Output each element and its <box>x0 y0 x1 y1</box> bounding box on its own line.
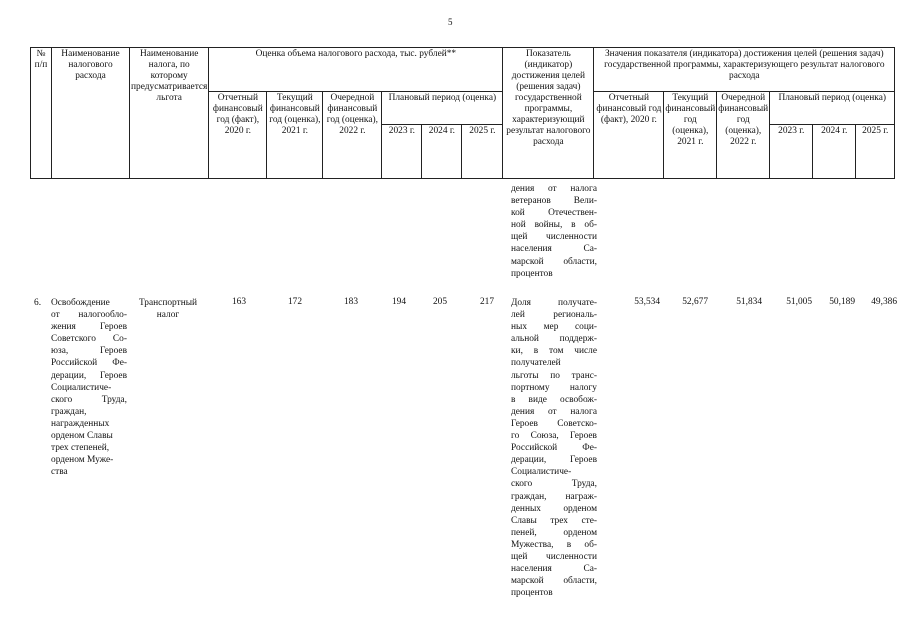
estimate-2025: 217 <box>479 297 494 307</box>
expense-name-line: граждан, <box>51 406 87 417</box>
header-values-year-2025: 2025 г. <box>856 125 895 179</box>
indicator-line: щей численности <box>511 551 597 562</box>
indicator-line: Социалистиче- <box>511 467 572 478</box>
indicator-line: ского Труда, <box>511 479 597 490</box>
indicator-line: в виде освобож- <box>511 394 597 405</box>
header-estimate-report: Отчетный финансовый год (факт), 2020 г. <box>209 92 267 179</box>
expense-name-line: трех степеней, <box>51 443 110 454</box>
expense-name-line: ства <box>51 467 68 478</box>
header-estimate-current: Текущий финансовый год (оценка), 2021 г. <box>267 92 323 179</box>
expense-name-line: дерации, Героев <box>51 370 127 381</box>
indicator-line: дения от налога <box>511 406 597 417</box>
continuation-line: марской области, <box>511 256 597 267</box>
value-2021: 52,677 <box>682 297 708 307</box>
indicator-line: населения Са- <box>511 564 597 575</box>
indicator-line: Славы трех сте- <box>511 515 597 526</box>
expense-name-line: Освобождение <box>51 298 110 308</box>
indicator-line: ки, в том числе <box>511 346 597 357</box>
header-values-plan: Плановый период (оценка) <box>770 92 895 125</box>
header-indicator: Показатель (индикатор) достижения целей (решения задач) государственной программы, характеризующий результат налогового расхода <box>503 48 594 179</box>
header-estimate-year-2025: 2025 г. <box>462 125 503 179</box>
header-estimate-plan: Плановый период (оценка) <box>382 92 503 125</box>
indicator-line: получателей <box>511 358 561 369</box>
expense-name-line: ского Труда, <box>51 394 127 405</box>
expense-name-line: от налогообло- <box>51 310 127 321</box>
indicator-line: денных орденом <box>511 503 597 514</box>
estimate-2022: 183 <box>343 297 358 307</box>
header-no: № п/п <box>31 48 52 179</box>
value-2020: 53,534 <box>634 297 660 307</box>
estimate-2021: 172 <box>287 297 302 307</box>
header-values-year-2023: 2023 г. <box>770 125 813 179</box>
page-number: 5 <box>448 17 453 27</box>
continuation-line: щей численности <box>511 232 597 243</box>
indicator-line: процентов <box>511 588 553 599</box>
expense-name-line: орденом Славы <box>51 431 113 442</box>
indicator-line: льготы по транс- <box>511 370 597 381</box>
indicator-line: пеней, орденом <box>511 527 597 538</box>
expense-name-line: Социалистиче- <box>51 382 112 393</box>
row-expense-name <box>51 297 127 478</box>
expense-name-line: жения Героев <box>51 322 127 333</box>
indicator-line: альной поддерж- <box>511 334 597 345</box>
header-values-current: Текущий финансовый год (оценка), 2021 г. <box>664 92 717 179</box>
header-values-next: Очередной финансовый год (оценка), 2022 г. <box>717 92 770 179</box>
indicator-line: дерации, Героев <box>511 455 597 466</box>
value-2024: 50,189 <box>829 297 855 307</box>
continuation-line: процентов <box>511 268 553 279</box>
indicator-line: го Союза, Героев <box>511 431 597 442</box>
estimate-2020: 163 <box>231 297 246 307</box>
expense-name-line: Российской Фе- <box>51 358 127 369</box>
row-tax-name: Транспортный налог <box>138 298 198 321</box>
value-2025: 49,386 <box>871 297 897 307</box>
row-indicator-text <box>511 297 597 599</box>
header-tax-name: Наименование налога, по которому предусматривается льгота <box>130 48 209 179</box>
row-number: 6. <box>34 298 42 308</box>
indicator-line: Героев Советско- <box>511 418 597 429</box>
continuation-line: населения Са- <box>511 244 597 255</box>
estimate-2023: 194 <box>391 297 406 307</box>
expense-name-line: награжденных <box>51 418 110 429</box>
table-header <box>30 47 895 179</box>
continuation-indicator-text <box>511 183 597 280</box>
continuation-line: дения от налога <box>511 184 597 194</box>
expense-name-line: юза, Героев <box>51 346 127 357</box>
indicator-line: марской области, <box>511 576 597 587</box>
header-values-year-2024: 2024 г. <box>813 125 856 179</box>
continuation-line: кой Отечествен- <box>511 208 597 219</box>
indicator-line: Российской Фе- <box>511 443 597 454</box>
header-estimate-year-2023: 2023 г. <box>382 125 422 179</box>
header-estimate-group: Оценка объема налогового расхода, тыс. рублей** <box>209 48 503 92</box>
expense-name-line: Советского Со- <box>51 334 127 345</box>
indicator-line: портному налогу <box>511 382 597 393</box>
header-expense-name: Наименование налогового расхода <box>52 48 130 179</box>
continuation-line: ветеранов Вели- <box>511 196 597 207</box>
header-values-report: Отчетный финансовый год (факт), 2020 г. <box>594 92 664 179</box>
continuation-line: ной войны, в об- <box>511 220 597 231</box>
expense-name-line: орденом Муже- <box>51 455 114 466</box>
estimate-2024: 205 <box>432 297 447 307</box>
value-2023: 51,005 <box>786 297 812 307</box>
header-estimate-year-2024: 2024 г. <box>422 125 462 179</box>
indicator-line: Доля получате- <box>511 298 597 308</box>
header-estimate-next: Очередной финансовый год (оценка), 2022 г. <box>323 92 382 179</box>
indicator-line: Мужества, в об- <box>511 539 597 550</box>
indicator-line: граждан, награж- <box>511 491 597 502</box>
header-values-group: Значения показателя (индикатора) достижения целей (решения задач) государственной программы, характеризующего результат налогового расхода <box>594 48 895 92</box>
indicator-line: лей региональ- <box>511 310 597 321</box>
indicator-line: ных мер соци- <box>511 322 597 333</box>
value-2022: 51,834 <box>736 297 762 307</box>
